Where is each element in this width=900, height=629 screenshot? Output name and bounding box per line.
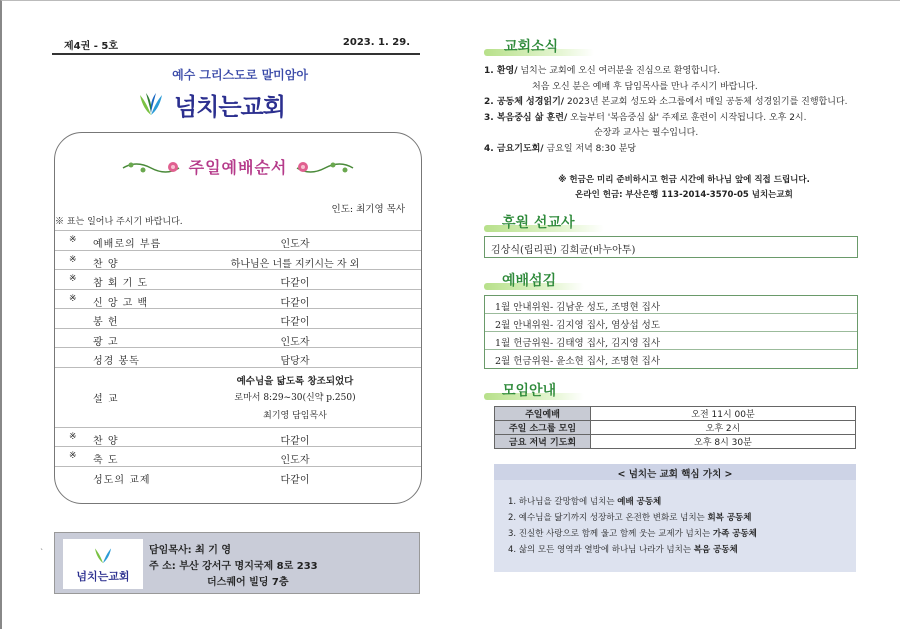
vine-right-icon [295,156,355,178]
sermon-row [55,367,421,427]
footer-logo-icon [90,544,116,566]
online-offering-account: 온라인 헌금: 부산은행 113-2014-3570-05 넘치는교회 [575,190,793,200]
church-logo [136,86,285,122]
sermon-preacher: 최기영 담임목사 [263,410,327,421]
standing-note: ※ 표는 일어나 주시기 바랍니다. [55,217,183,227]
worship-order-title-row [55,155,421,178]
news-item-continued: 순장과 교사는 필수입니다. [594,128,699,138]
core-value-item: 4. 삶의 모든 영역과 열방에 하나님 나라가 넘치는 복음 공동체 [508,545,738,555]
offering-note: ※ 헌금은 미리 준비하시고 헌금 시간에 하나님 앞에 직접 드립니다. [558,175,810,185]
core-value-item: 1. 하나님을 갈망함에 넘치는 예배 공동체 [508,497,662,507]
order-row: ※ 신 앙 고 백 다같이 [55,289,421,309]
core-values-box [494,464,856,572]
address-line: 주 소: 부산 강서구 명지국제 8로 233 [149,561,318,572]
meeting-row: 금요 저녁 기도회 오후 8시 30분 [495,435,856,449]
stray-mark: ` [40,548,44,557]
footer-logo [63,539,143,589]
service-row: 2월 헌금위원- 윤소현 집사, 조명현 집사 [495,356,661,367]
missionary-title: 후원 선교사 [502,215,575,231]
bulletin-date: 2023. 1. 29. [342,37,410,48]
officiant: 인도: 최기영 목사 [331,204,405,215]
order-row: ※ 찬 양 다같이 [55,427,421,447]
core-values-list [508,494,757,558]
core-value-item: 3. 진실한 사랑으로 함께 울고 함께 웃는 교제가 넘치는 가족 공동체 [508,529,757,539]
order-row: 광 고 인도자 [55,328,421,348]
order-row: 성도의 교제 다같이 [55,466,421,486]
address-building-line: 더스퀘어 빌딩 7층 [207,577,289,588]
meeting-title: 모임안내 [502,383,557,399]
bulletin-header [52,30,420,55]
service-title: 예배섬김 [502,273,557,289]
news-item: 3. 복음중심 삶 훈련/ 오늘부터 '복음중심 삶' 주제로 훈련이 시작됩니다. 오후 2시. [484,112,807,123]
meeting-row: 주일 소그룹 모임 오후 2시 [495,421,856,435]
footer-logo-name: 넘치는교회 [76,570,130,583]
meeting-row: 주일예배 오전 11시 00분 [495,407,856,421]
volume-number: 제4권 - 5호 [64,41,119,52]
pastor-line: 담임목사: 최 기 영 [149,545,232,556]
service-row: 1월 안내위원- 김남운 성도, 조명현 집사 [485,296,857,314]
sermon-label: 설 교 [93,393,119,405]
order-row: ※ 찬 양 하나님은 너를 지키시는 자 외 [55,250,421,270]
sermon-title: 예수님을 닮도록 창조되었다 [236,375,354,387]
sermon-scripture: 로마서 8:29~30(신약 p.250) [234,392,356,403]
order-row: 봉 헌 다같이 [55,308,421,328]
service-row: 1월 헌금위원- 김태영 집사, 김지영 집사 [485,332,857,350]
core-value-item: 2. 예수님을 닮기까지 성장하고 온전한 변화로 넘치는 회복 공동체 [508,513,752,523]
tagline: 예수 그리스도로 말미암아 [172,68,308,82]
offering-info [484,173,884,203]
worship-order-title: 주일예배순서 [188,158,288,177]
news-item: 2. 공동체 성경읽기/ 2023년 본교회 성도와 소그룹에서 매일 공동체 성경읽기를 진행합니다. [484,97,848,107]
vine-left-icon [121,156,181,178]
core-values-title: < 넘치는 교회 핵심 가치 > [494,464,856,480]
service-row: 2월 안내위원- 김지영 집사, 염상섭 성도 [485,314,857,332]
meeting-table [494,406,856,449]
footer-contact-text [149,543,318,591]
news-item: 4. 금요기도회/ 금요일 저녁 8:30 분당 [484,143,637,154]
news-item: 1. 환영/ 넘치는 교회에 오신 여러분을 진심으로 환영합니다. [484,66,721,76]
order-row: ※ 참 회 기 도 다같이 [55,269,421,289]
church-logo-icon [136,89,166,119]
service-team-list [484,295,858,369]
order-row: 성경 봉독 담당자 [55,347,421,367]
contact-footer [54,532,420,594]
news-item-continued: 처음 오신 분은 예배 후 담임목사를 만나 주시기 바랍니다. [532,81,758,92]
worship-order-list [55,230,421,485]
church-news [484,64,884,157]
missionary-list: 김상식(립리핀) 김희균(바누아투) [484,236,858,258]
news-title: 교회소식 [504,39,559,55]
order-row: ※ 예배로의 부름 인도자 [55,230,421,250]
worship-order-box [54,132,422,504]
order-row: ※ 축 도 인도자 [55,446,421,466]
church-name: 넘치는교회 [174,92,285,121]
